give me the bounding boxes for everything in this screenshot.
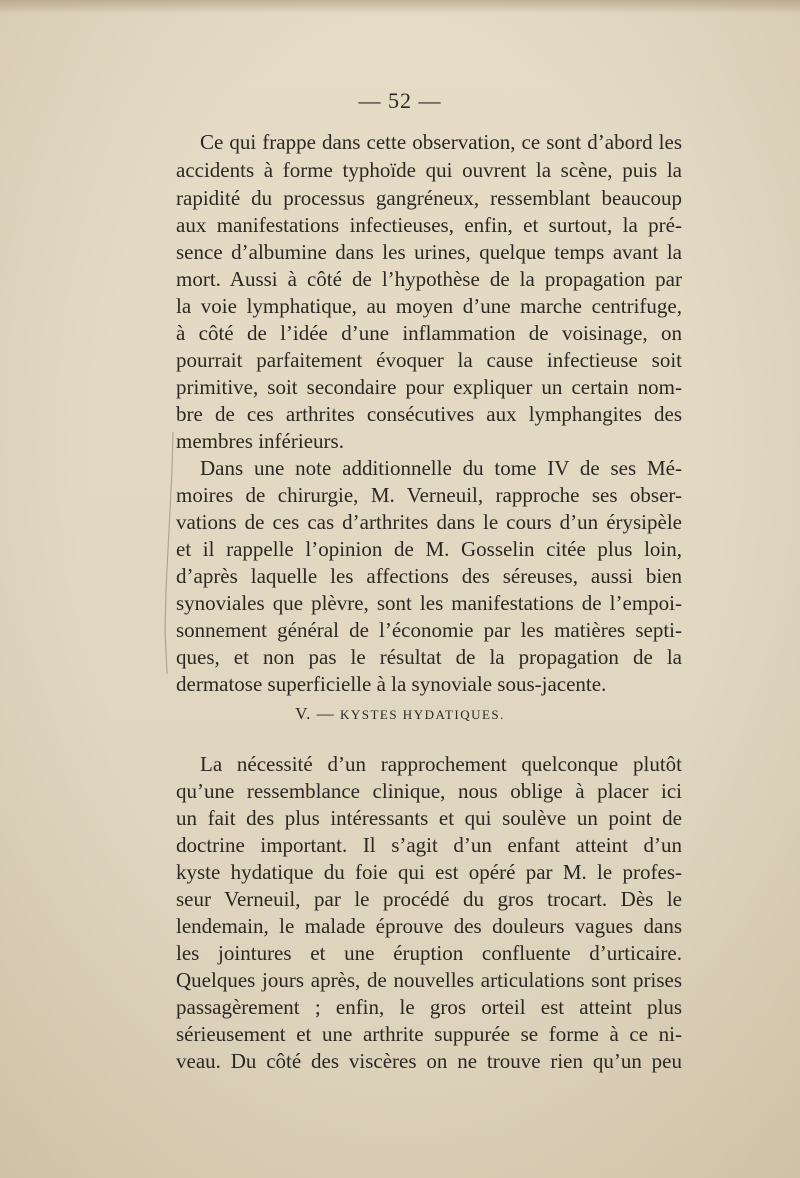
paragraph-2-line-9: dermatose superficielle à la synoviale sous-jacente. [176, 672, 607, 696]
section-heading [0, 702, 800, 726]
paragraph-3-line-1: La nécessité d’un rapprochement quelconque plutôt [200, 752, 682, 776]
paragraph-1-line-9: pourrait parfaitement évoquer la cause infectieuse soit [176, 348, 682, 372]
paragraph-1-line-12: membres inférieurs. [176, 429, 344, 453]
section-title: KYSTES HYDATIQUES. [339, 707, 505, 722]
paragraph-3-line-12: veau. Du côté des viscères on ne trouve rien qu’un peu [176, 1049, 682, 1073]
paragraph-1-line-3: rapidité du processus gangréneux, ressemblant beaucoup [176, 186, 682, 210]
paragraph-2-line-3: vations de ces cas d’arthrites dans le cours d’un érysipèle [176, 510, 682, 534]
paragraph-1-line-4: aux manifestations infectieuses, enfin, et surtout, la pré- [176, 213, 682, 237]
paragraph-3-line-6: seur Verneuil, par le procédé du gros trocart. Dès le [176, 887, 682, 911]
paragraph-2-line-1: Dans une note additionnelle du tome IV de ses Mé- [200, 456, 682, 480]
paragraph-3-line-4: doctrine important. Il s’agit d’un enfant atteint d’un [176, 833, 682, 857]
paragraph-1-line-8: à côté de l’idée d’une inflammation de voisinage, on [176, 321, 682, 345]
paragraph-1-line-1: Ce qui frappe dans cette observation, ce sont d’abord les [200, 130, 682, 154]
page-number: — 52 — [358, 88, 442, 113]
paragraph-3-line-5: kyste hydatique du foie qui est opéré par M. le profes- [176, 860, 682, 884]
paragraph-3-line-2: qu’une ressemblance clinique, nous oblige à placer ici [176, 779, 682, 803]
paragraph-1-line-5: sence d’albumine dans les urines, quelque temps avant la [176, 240, 682, 264]
paragraph-1-line-2: accidents à forme typhoïde qui ouvrent la scène, puis la [176, 158, 682, 182]
paragraph-2-line-6: synoviales que plèvre, sont les manifestations de l’empoi- [176, 591, 682, 615]
section-number: V. — [295, 704, 335, 723]
paragraph-3-line-9: Quelques jours après, de nouvelles articulations sont prises [176, 968, 682, 992]
paragraph-3-line-7: lendemain, le malade éprouve des douleurs vagues dans [176, 914, 682, 938]
paragraph-2-line-4: et il rappelle l’opinion de M. Gosselin citée plus loin, [176, 537, 682, 561]
paragraph-2-line-7: sonnement général de l’économie par les matières septi- [176, 618, 682, 642]
paragraph-2-line-8: ques, et non pas le résultat de la propagation de la [176, 645, 682, 669]
paragraph-3-line-8: les jointures et une éruption confluente d’urticaire. [176, 941, 682, 965]
page-edge-shadow [0, 0, 800, 14]
paragraph-1-line-7: la voie lymphatique, au moyen d’une marche centrifuge, [176, 294, 682, 318]
paragraph-1-line-11: bre de ces arthrites consécutives aux lymphangites des [176, 402, 682, 426]
paragraph-3-line-11: sérieusement et une arthrite suppurée se forme à ce ni- [176, 1022, 682, 1046]
paragraph-1-line-10: primitive, soit secondaire pour expliquer un certain nom- [176, 375, 682, 399]
margin-pencil-mark [163, 430, 175, 678]
paragraph-2-line-5: d’après laquelle les affections des séreuses, aussi bien [176, 564, 682, 588]
paragraph-2-line-2: moires de chirurgie, M. Verneuil, rapproche ses obser- [176, 483, 682, 507]
paragraph-3-line-3: un fait des plus intéressants et qui soulève un point de [176, 806, 682, 830]
paragraph-1-line-6: mort. Aussi à côté de l’hypothèse de la propagation par [176, 267, 682, 291]
paragraph-3-line-10: passagèrement ; enfin, le gros orteil est atteint plus [176, 995, 682, 1019]
